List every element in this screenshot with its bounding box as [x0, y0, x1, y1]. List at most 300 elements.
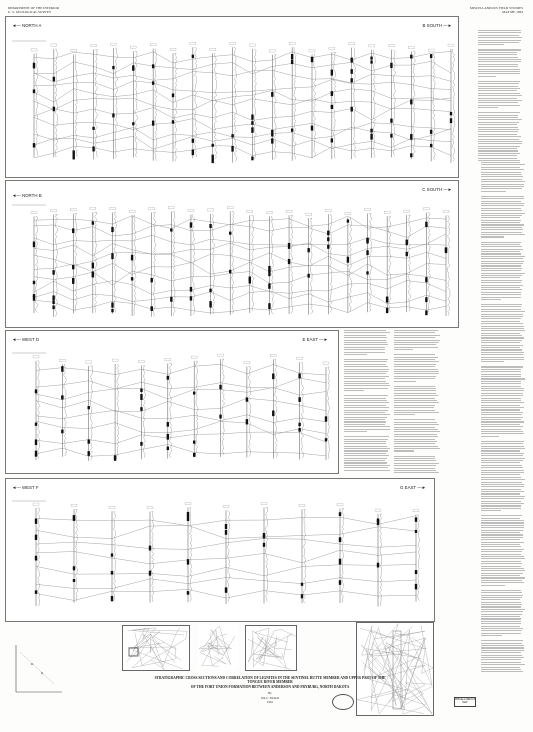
text-line [481, 172, 521, 173]
text-line [394, 458, 435, 459]
lignite-bed [35, 590, 37, 594]
text-line [344, 421, 386, 422]
well-label [329, 47, 335, 49]
lignite-bed [172, 120, 174, 123]
text-line [478, 35, 519, 36]
text-line [481, 321, 520, 322]
lignite-bed [172, 93, 174, 97]
text-line [478, 119, 522, 120]
lignite-bed [229, 232, 231, 235]
well-log-curve [194, 47, 196, 157]
lignite-bed [33, 63, 35, 69]
text-line [394, 342, 439, 343]
text-line [481, 162, 520, 163]
text-line [481, 179, 522, 180]
lignite-bed [246, 397, 248, 401]
text-line [344, 335, 386, 336]
well-label [31, 211, 37, 213]
text-line [481, 532, 520, 533]
text-line [478, 44, 504, 45]
text-line [344, 443, 386, 444]
text-line [478, 93, 520, 94]
well-label [208, 209, 214, 211]
lignite-bed [231, 146, 233, 152]
cross-section-panel-3 [5, 330, 339, 474]
map-line [252, 628, 288, 666]
text-line [481, 623, 521, 624]
text-line [481, 289, 522, 290]
lignite-bed [187, 515, 189, 521]
lignite-bed [92, 127, 94, 130]
text-line [481, 393, 523, 394]
text-line [394, 414, 415, 415]
text-line [481, 450, 520, 451]
lignite-bed [288, 259, 290, 264]
lignite-bed [35, 439, 37, 445]
lignite-bed [410, 55, 412, 59]
lignite-bed [291, 60, 293, 64]
well-log-curve [134, 215, 136, 315]
text-line [481, 544, 520, 545]
lignite-bed [61, 366, 63, 372]
well-log-curve [254, 49, 256, 159]
text-line [478, 134, 517, 135]
text-line [481, 330, 525, 331]
well-label [309, 50, 315, 52]
lignite-bed [33, 143, 35, 147]
text-line [481, 604, 522, 605]
well-label [147, 507, 153, 509]
text-line [481, 652, 521, 653]
text-line [481, 349, 522, 350]
map-line [131, 628, 184, 650]
text-line [394, 441, 437, 442]
lignite-bed [52, 305, 54, 309]
lignite-bed [307, 248, 309, 252]
text-line [481, 326, 524, 327]
lignite-bed [327, 245, 329, 249]
text-line [478, 42, 519, 43]
well-log-curve [38, 508, 40, 606]
text-line [481, 184, 524, 185]
lignite-bed [327, 237, 329, 241]
text-line [478, 86, 518, 87]
lignite-bed [131, 277, 133, 280]
text-line [481, 556, 524, 557]
well-label [110, 43, 116, 45]
received-stamp [332, 694, 354, 710]
text-line [394, 407, 434, 408]
cross-section-panel-4 [5, 478, 435, 622]
text-line [344, 361, 387, 362]
lignite-bed [415, 584, 417, 590]
text-line [478, 129, 519, 130]
lignite-bed [209, 304, 211, 308]
well-label [349, 43, 355, 45]
well-label [428, 49, 434, 51]
text-line [478, 112, 520, 113]
text-line [481, 671, 523, 672]
text-line [481, 602, 521, 603]
title-by: By [268, 691, 272, 696]
text-line [481, 446, 524, 447]
well-label [299, 504, 305, 506]
text-line [481, 277, 520, 278]
text-line [481, 577, 525, 578]
text-line [478, 158, 517, 159]
text-line [344, 446, 387, 447]
correlation-line [34, 136, 451, 149]
lignite-bed [430, 130, 432, 134]
lignite-bed [229, 270, 231, 273]
text-line [481, 655, 522, 656]
text-line [481, 443, 523, 444]
text-line [344, 349, 385, 350]
lignite-bed [219, 415, 221, 419]
text-line [478, 127, 518, 128]
text-line [481, 515, 522, 516]
well-log-curve [153, 212, 155, 316]
lignite-bed [132, 122, 134, 125]
lignite-bed [246, 419, 248, 424]
lignite-bed [149, 571, 151, 576]
text-line [481, 419, 521, 420]
text-line [481, 229, 523, 230]
lignite-bed [212, 144, 214, 147]
well-label [90, 207, 96, 209]
text-line [481, 616, 520, 617]
lignite-bed [187, 591, 189, 595]
text-line [481, 340, 522, 341]
text-line [478, 115, 518, 116]
lignite-bed [415, 570, 417, 574]
lignite-bed [347, 219, 349, 222]
lignite-bed [263, 535, 265, 539]
text-line [394, 398, 435, 399]
text-line [478, 95, 522, 96]
text-line [481, 186, 524, 187]
well-log-curve [330, 214, 332, 312]
text-line [344, 364, 386, 365]
text-line [481, 347, 520, 348]
correlation-line [36, 445, 326, 457]
text-line [344, 402, 389, 403]
text-line [481, 496, 525, 497]
text-line [344, 332, 390, 333]
lignite-bed [430, 144, 432, 147]
lignite-bed [425, 222, 427, 227]
text-line [481, 537, 523, 538]
text-line [394, 422, 437, 423]
lignite-bed [52, 300, 54, 304]
text-line [481, 251, 520, 252]
well-label [59, 359, 65, 361]
well-log-curve [310, 218, 312, 314]
lignite-bed [268, 270, 270, 276]
text-line [394, 450, 414, 451]
well-log-curve [76, 509, 78, 601]
lignite-bed [366, 239, 368, 243]
well-label [269, 50, 275, 52]
text-line [481, 433, 524, 434]
well-log-curve [418, 515, 420, 601]
text-line [344, 347, 385, 348]
text-line [478, 102, 518, 103]
text-line [344, 426, 390, 427]
well-label [337, 504, 343, 506]
lignite-bed [301, 594, 303, 598]
text-line [481, 493, 520, 494]
text-line [394, 361, 439, 362]
lignite-bed [339, 512, 341, 516]
lignite-bed [410, 153, 412, 157]
well-label [188, 210, 194, 212]
text-line [481, 630, 522, 631]
text-line [478, 64, 518, 65]
well-label [86, 361, 92, 363]
text-line [344, 371, 388, 372]
text-line [481, 210, 522, 211]
lignite-bed [425, 311, 427, 316]
well-label [443, 210, 449, 212]
text-line [394, 393, 436, 394]
well-label [384, 211, 390, 213]
lignite-bed [209, 289, 211, 292]
correlation-line [34, 51, 451, 63]
text-line [481, 460, 523, 461]
map-line [360, 628, 433, 673]
text-line [481, 580, 522, 581]
lignite-bed [193, 441, 195, 444]
text-line [478, 107, 498, 108]
well-label [388, 45, 394, 47]
well-log-curve [190, 507, 192, 601]
well-label [210, 48, 216, 50]
lignite-bed [53, 77, 55, 81]
text-line [344, 407, 389, 408]
well-log-curve [90, 366, 92, 460]
text-line [478, 155, 517, 156]
text-line [481, 546, 521, 547]
text-line [394, 448, 440, 449]
text-line [344, 395, 388, 396]
correlation-line [34, 108, 451, 121]
text-line [481, 527, 524, 528]
well-label [149, 207, 155, 209]
lignite-bed [33, 281, 35, 284]
agency-line-2: U. S. GEOLOGICAL SURVEY [8, 10, 52, 14]
lignite-bed [370, 57, 372, 60]
well-log-curve [408, 215, 410, 311]
lignite-bed [263, 543, 265, 547]
text-line [394, 439, 435, 440]
lignite-bed [111, 309, 113, 312]
well-log-curve [389, 216, 391, 312]
title-line-1: STRATIGRAPHIC CROSS SECTIONS AND CORRELATION OF LIGNITES IN THE SENTINEL BUTTE MEMBER AND UPPER PART OF THE TONGUE RIVER MEMBER [154, 676, 386, 685]
text-line [481, 357, 524, 358]
correlation-line [34, 216, 446, 229]
text-line [394, 402, 439, 403]
text-line [481, 455, 523, 456]
text-line [481, 597, 522, 598]
text-line [481, 595, 523, 596]
text-line [344, 417, 387, 418]
lignite-bed [225, 524, 227, 529]
text-line [394, 463, 439, 464]
well-label [130, 46, 136, 48]
well-label [297, 357, 303, 359]
well-log-curve [214, 53, 216, 159]
text-line [394, 424, 439, 425]
text-line [394, 378, 435, 379]
lignite-bed [132, 65, 134, 70]
text-line [344, 398, 386, 399]
text-line [481, 448, 525, 449]
well-label [170, 48, 176, 50]
text-line [478, 100, 522, 101]
lignite-bed [331, 138, 333, 142]
lignite-bed [88, 439, 90, 443]
lignite-bed [73, 579, 75, 582]
lignite-bed [35, 423, 37, 426]
well-log-curve [380, 514, 382, 606]
text-line [481, 352, 524, 353]
text-line [344, 410, 388, 411]
text-line [481, 458, 525, 459]
text-line [478, 59, 521, 60]
text-line [344, 378, 385, 379]
cross-section-panel-2 [5, 180, 459, 328]
text-line [481, 261, 524, 262]
text-line [394, 419, 435, 420]
lignite-bed [251, 157, 253, 161]
text-line [394, 390, 436, 391]
text-line [481, 421, 524, 422]
text-line [478, 37, 522, 38]
lignite-bed [406, 252, 408, 256]
title-line-2: OF THE FORT UNION FORMATION BETWEEN ANDERSON AND FRYBURG, NORTH DAKOTA [190, 684, 350, 689]
text-line [344, 455, 389, 456]
well-log-curve [212, 214, 214, 314]
text-line [344, 431, 367, 432]
lignite-bed [377, 519, 379, 522]
text-line [481, 369, 521, 370]
text-line [481, 311, 525, 312]
text-line [394, 354, 435, 355]
text-line [394, 381, 416, 382]
lignite-bed [271, 130, 273, 133]
text-line [394, 349, 413, 350]
section-2-right-label: C SOUTH —► [422, 187, 452, 192]
text-line [481, 409, 520, 410]
text-line [481, 470, 524, 471]
well-log-curve [266, 508, 268, 602]
lignite-bed [351, 69, 353, 74]
text-line [478, 122, 519, 123]
text-line [478, 148, 517, 149]
text-line [394, 456, 435, 457]
text-line [481, 606, 521, 607]
text-line [481, 551, 522, 552]
lignite-bed [192, 150, 194, 156]
lignite-bed [167, 376, 169, 380]
lignite-bed [167, 434, 169, 440]
well-label [247, 210, 253, 212]
lignite-bed [35, 519, 37, 524]
text-line [344, 330, 386, 331]
text-line [344, 465, 390, 466]
lignite-bed [193, 392, 195, 395]
text-line [478, 52, 517, 53]
text-line [481, 503, 524, 504]
well-label [109, 207, 115, 209]
lignite-bed [35, 389, 37, 393]
text-line [481, 242, 521, 243]
lignite-bed [111, 253, 113, 259]
text-line [478, 150, 518, 151]
text-line [394, 443, 435, 444]
well-log-curve [353, 48, 355, 158]
lignite-bed [112, 113, 114, 117]
well-label [249, 44, 255, 46]
text-line [481, 426, 523, 427]
text-line [481, 292, 521, 293]
series-line-1: MISCELLANEOUS FIELD STUDIES [470, 6, 523, 10]
well-label [112, 359, 118, 361]
well-log-curve [271, 216, 273, 314]
well-log-curve [301, 362, 303, 458]
well-label [185, 502, 191, 504]
lignite-bed [33, 242, 35, 248]
section-3-drawing [6, 331, 338, 473]
text-line [344, 337, 387, 338]
lignite-bed [298, 374, 300, 379]
lignite-bed [35, 451, 37, 457]
well-log-curve [393, 50, 395, 156]
lignite-bed [111, 553, 113, 556]
text-line [481, 424, 520, 425]
text-line [481, 378, 525, 379]
correlation-line [34, 224, 446, 237]
text-line [481, 479, 525, 480]
text-line [481, 609, 525, 610]
lignite-bed [366, 250, 368, 255]
lignite-bed [52, 295, 54, 300]
index-map-regional [245, 625, 297, 671]
well-log-curve [175, 53, 177, 161]
lignite-bed [271, 92, 273, 97]
lignite-bed [307, 274, 309, 278]
lignite-bed [61, 430, 63, 434]
text-line [394, 400, 437, 401]
text-line [481, 215, 522, 216]
text-line [478, 105, 520, 106]
lignite-bed [311, 126, 313, 131]
text-line [481, 525, 524, 526]
text-line [481, 667, 520, 668]
text-line [394, 337, 435, 338]
lignite-bed [450, 112, 452, 115]
well-label [266, 211, 272, 213]
text-line [344, 400, 387, 401]
lignite-bed [271, 138, 273, 143]
map-line [133, 632, 183, 669]
text-line [481, 664, 525, 665]
index-map-location [198, 625, 238, 669]
correlation-line [36, 388, 326, 400]
text-line [394, 357, 438, 358]
lignite-bed [92, 263, 94, 269]
